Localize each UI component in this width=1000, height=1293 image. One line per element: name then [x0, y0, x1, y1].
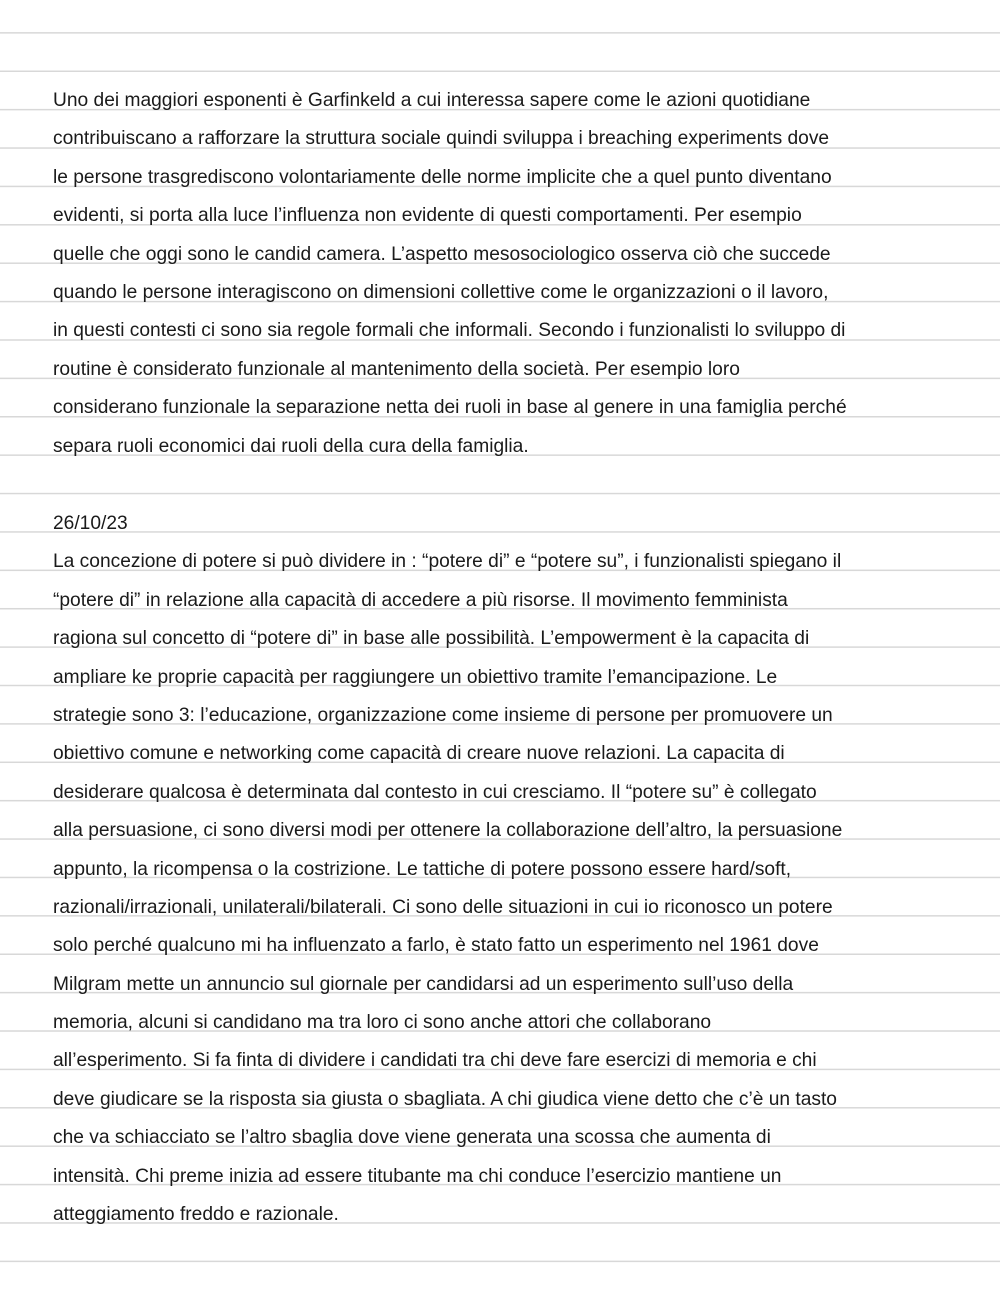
text-line: razionali/irrazionali, unilaterali/bilaterali. Ci sono delle situazioni in cui io riconosco un potere: [53, 896, 833, 918]
text-line: deve giudicare se la risposta sia giusta o sbagliata. A chi giudica viene detto che c’è un tasto: [53, 1088, 837, 1110]
text-line: Milgram mette un annuncio sul giornale per candidarsi ad un esperimento sull’uso della: [53, 973, 794, 995]
text-line: ragiona sul concetto di “potere di” in base alle possibilità. L’empowerment è la capacita di: [53, 628, 810, 650]
text-line: contribuiscano a rafforzare la struttura sociale quindi sviluppa i breaching experiments dove: [53, 128, 830, 150]
text-line: quelle che oggi sono le candid camera. L’aspetto mesosociologico osserva ciò che succede: [53, 243, 831, 265]
text-line: solo perché qualcuno mi ha influenzato a farlo, è stato fatto un esperimento nel 1961 dove: [53, 935, 819, 957]
text-line: separa ruoli economici dai ruoli della cura della famiglia.: [53, 435, 529, 457]
text-line: memoria, alcuni si candidano ma tra loro ci sono anche attori che collaborano: [53, 1012, 712, 1034]
text-line: Uno dei maggiori esponenti è Garfinkeld a cui interessa sapere come le azioni quotidiane: [53, 90, 811, 111]
text-line: atteggiamento freddo e razionale.: [53, 1204, 339, 1226]
text-line: quando le persone interagiscono on dimensioni collettive come le organizzazioni o il lavoro,: [53, 281, 829, 303]
text-line: intensità. Chi preme inizia ad essere titubante ma chi conduce l’esercizio mantiene un: [53, 1165, 782, 1187]
text-line: La concezione di potere si può dividere in : “potere di” e “potere su”, i funzionalisti spiegano il: [53, 551, 842, 573]
text-line: all’esperimento. Si fa finta di dividere i candidati tra chi deve fare esercizi di memoria e chi: [53, 1050, 817, 1072]
note-paragraph-2: [53, 505, 973, 1234]
text-line: in questi contesti ci sono sia regole formali che informali. Secondo i funzionalisti lo sviluppo di: [53, 320, 846, 342]
text-line: routine è considerato funzionale al mantenimento della società. Per esempio loro: [53, 358, 740, 380]
text-line: “potere di” in relazione alla capacità di accedere a più risorse. Il movimento femminista: [53, 589, 788, 611]
text-line: obiettivo comune e networking come capacità di creare nuove relazioni. La capacita di: [53, 743, 785, 765]
text-line: considerano funzionale la separazione netta dei ruoli in base al genere in una famiglia perché: [53, 397, 847, 419]
note-paragraph-1: [53, 82, 973, 466]
text-line: strategie sono 3: l’educazione, organizzazione come insieme di persone per promuovere un: [53, 704, 833, 726]
text-line: evidenti, si porta alla luce l’influenza non evidente di questi comportamenti. Per esempio: [53, 205, 802, 227]
text-line: ampliare ke proprie capacità per raggiungere un obiettivo tramite l’emancipazione. Le: [53, 666, 778, 688]
text-line: che va schiacciato se l’altro sbaglia dove viene generata una scossa che aumenta di: [53, 1127, 771, 1149]
text-line: desiderare qualcosa è determinata dal contesto in cui cresciamo. Il “potere su” è collegato: [53, 781, 817, 803]
text-line: le persone trasgrediscono volontariamente delle norme implicite che a quel punto diventano: [53, 166, 832, 188]
text-line: appunto, la ricompensa o la costrizione. Le tattiche di potere possono essere hard/soft,: [53, 858, 792, 880]
note-date: 26/10/23: [53, 513, 128, 534]
text-line: alla persuasione, ci sono diversi modi per ottenere la collaborazione dell’altro, la persuasione: [53, 820, 843, 842]
